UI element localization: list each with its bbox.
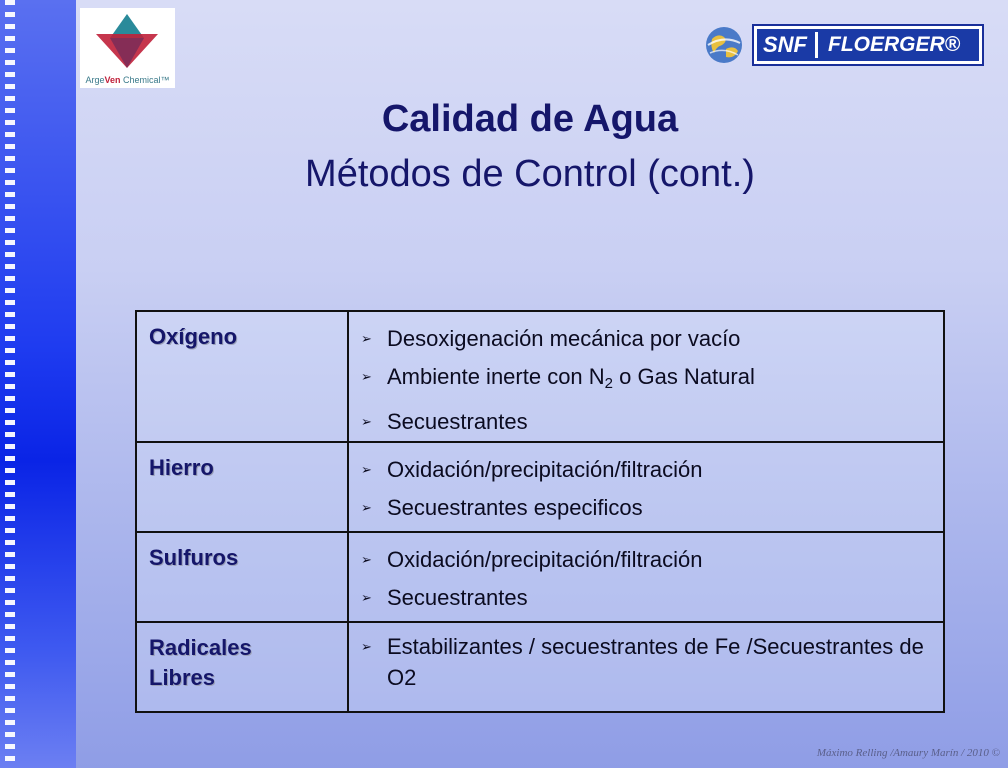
page-title: Calidad de Agua (381, 98, 679, 140)
row-label: Radicales Libres (149, 635, 252, 690)
snf-logo-text-left: SNF (757, 32, 818, 58)
bullet-list (349, 533, 943, 617)
bullet-list (349, 443, 943, 527)
row-label-cell (136, 532, 348, 622)
arrow-bullet-icon: ➢ (361, 590, 372, 605)
arrow-bullet-icon: ➢ (361, 500, 372, 515)
footer-credit: Máximo Relling /Amaury Marín / 2010 © (816, 747, 1000, 759)
argeven-logo-text: ArgeVen Chemical™ (85, 75, 170, 85)
list-item: ➢ Desoxigenación mecánica por vacío (359, 320, 943, 358)
list-item: ➢ Secuestrantes especificos (359, 489, 943, 527)
row-label: Sulfuros (149, 545, 239, 570)
bullet-list (349, 312, 943, 441)
list-item: ➢ Oxidación/precipitación/filtración (359, 451, 943, 489)
list-item: ➢ Ambiente inerte con $N_2$ o Gas Natural (359, 358, 943, 403)
band-dash-marks (5, 0, 15, 768)
argeven-logo (80, 8, 175, 88)
bullet-list (349, 623, 943, 693)
row-items-cell (348, 532, 944, 622)
table-row (136, 622, 944, 712)
arrow-bullet-icon: ➢ (361, 552, 372, 567)
arrow-bullet-icon: ➢ (361, 462, 372, 477)
page-subtitle: Métodos de Control (cont.) (305, 153, 755, 195)
table-row (136, 442, 944, 532)
row-label: Hierro (149, 455, 214, 480)
row-items-cell (348, 311, 944, 442)
row-label: Oxígeno (149, 324, 238, 349)
row-items-cell (348, 622, 944, 712)
row-label-cell (136, 622, 348, 712)
list-item: ➢ Secuestrantes (359, 579, 943, 617)
left-decorative-band (0, 0, 76, 768)
arrow-bullet-icon: ➢ (361, 639, 372, 654)
list-item: ➢ Oxidación/precipitación/filtración (359, 541, 943, 579)
row-items-cell (348, 442, 944, 532)
globe-icon (704, 25, 744, 65)
table-row (136, 532, 944, 622)
table-row (136, 311, 944, 442)
snf-floerger-logo (752, 24, 984, 66)
list-item: ➢ Secuestrantes (359, 403, 943, 441)
triangle-star-logo-icon (94, 12, 160, 72)
control-methods-table (135, 310, 945, 713)
list-item: ➢ Estabilizantes / secuestrantes de Fe /Secuestrantes de O2 (359, 631, 943, 693)
arrow-bullet-icon: ➢ (361, 331, 372, 346)
arrow-bullet-icon: ➢ (361, 369, 372, 384)
row-label-cell (136, 311, 348, 442)
row-label-cell (136, 442, 348, 532)
snf-logo-text-right: FLOERGER® (828, 33, 961, 56)
arrow-bullet-icon: ➢ (361, 414, 372, 429)
